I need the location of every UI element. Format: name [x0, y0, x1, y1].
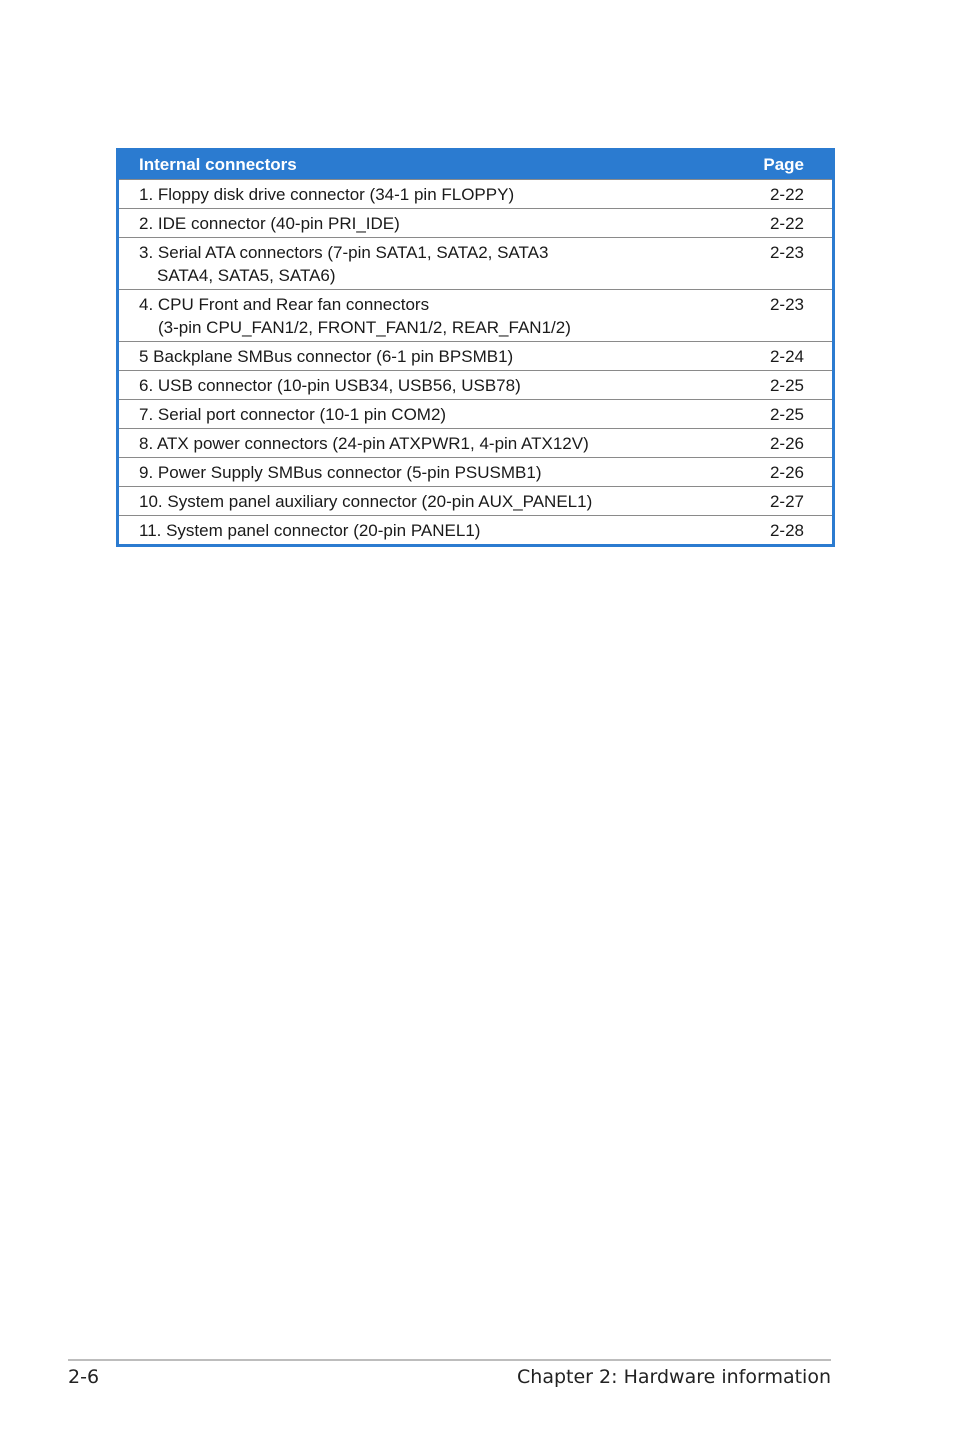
- row-label: 5 Backplane SMBus connector (6-1 pin BPSMB1): [139, 347, 514, 366]
- row-label: 2. IDE connector (40-pin PRI_IDE): [139, 214, 400, 233]
- row-label: 4. CPU Front and Rear fan connectors (3-pin CPU_FAN1/2, FRONT_FAN1/2, REAR_FAN1/2): [139, 293, 804, 339]
- row-page: 2-28: [769, 521, 804, 540]
- row-page: 2-27: [769, 492, 804, 511]
- row-label: 7. Serial port connector (10-1 pin COM2): [139, 405, 447, 424]
- table-row: [119, 370, 832, 399]
- table-header: [119, 151, 832, 179]
- row-label: 8. ATX power connectors (24-pin ATXPWR1, 4-pin ATX12V): [139, 434, 589, 453]
- table-row: [119, 237, 832, 289]
- table-row: [119, 515, 832, 544]
- row-page: 2-24: [769, 347, 804, 366]
- row-label: 1. Floppy disk drive connector (34-1 pin FLOPPY): [139, 185, 515, 204]
- row-page: 2-23: [769, 295, 804, 314]
- table-row: [119, 428, 832, 457]
- row-page: 2-25: [769, 376, 804, 395]
- row-page: 2-22: [769, 185, 804, 204]
- row-label-continued: SATA4, SATA5, SATA6): [157, 266, 336, 285]
- row-label-continued: (3-pin CPU_FAN1/2, FRONT_FAN1/2, REAR_FAN1/2): [158, 318, 571, 337]
- table-row: [119, 341, 832, 370]
- row-label: 11. System panel connector (20-pin PANEL1): [139, 521, 481, 540]
- row-page: 2-26: [769, 463, 804, 482]
- row-label: 9. Power Supply SMBus connector (5-pin PSUSMB1): [139, 463, 542, 482]
- row-label: 3. Serial ATA connectors (7-pin SATA1, SATA2, SATA3 SATA4, SATA5, SATA6): [139, 241, 804, 287]
- table-row: [119, 457, 832, 486]
- table-row: [119, 399, 832, 428]
- header-page: Page: [763, 155, 804, 174]
- row-page: 2-25: [769, 405, 804, 424]
- page-number: 2-6: [68, 1366, 100, 1388]
- connectors-table: [116, 148, 835, 547]
- table-row: [119, 486, 832, 515]
- chapter-title: Chapter 2: Hardware information: [517, 1366, 831, 1388]
- table-row: [119, 179, 832, 208]
- row-label: 10. System panel auxiliary connector (20-pin AUX_PANEL1): [139, 492, 593, 511]
- row-label: 6. USB connector (10-pin USB34, USB56, USB78): [139, 376, 521, 395]
- row-page: 2-23: [769, 243, 804, 262]
- footer-divider: [68, 1359, 831, 1361]
- header-label: Internal connectors: [139, 155, 297, 174]
- row-page: 2-22: [769, 214, 804, 233]
- row-page: 2-26: [769, 434, 804, 453]
- table-row: [119, 289, 832, 341]
- table-row: [119, 208, 832, 237]
